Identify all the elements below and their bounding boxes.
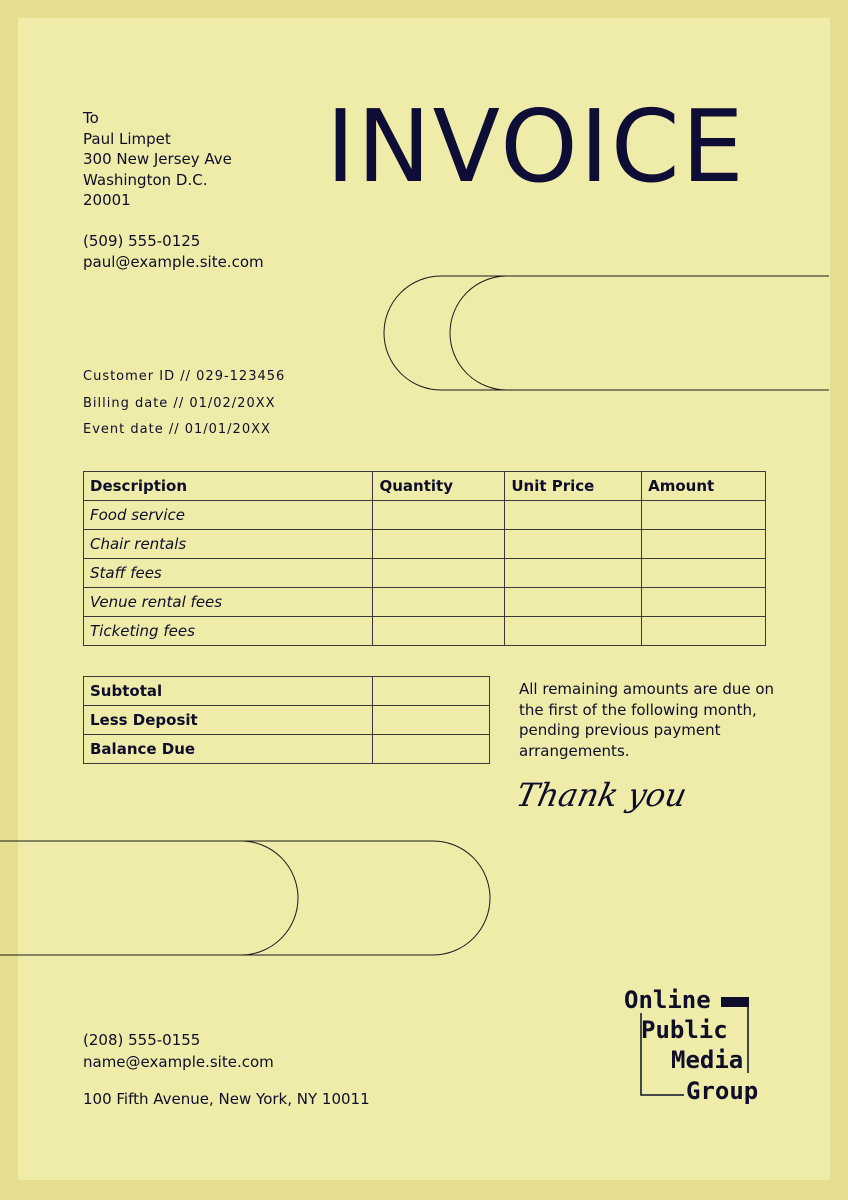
recipient-name: Paul Limpet <box>83 129 171 148</box>
balance-due-label: Balance Due <box>84 735 373 764</box>
table-row <box>84 530 766 559</box>
item-description: Venue rental fees <box>84 588 373 617</box>
table-header-row <box>84 472 766 501</box>
pill-shape-bottom-outer <box>0 841 490 955</box>
to-label: To <box>83 109 99 127</box>
header-quantity: Quantity <box>373 472 505 501</box>
line-items-table <box>83 471 766 646</box>
table-row <box>84 501 766 530</box>
table-row <box>84 617 766 646</box>
deposit-value <box>373 706 490 735</box>
pill-shape-top-inner <box>450 276 829 390</box>
recipient-phone: (509) 555-0125 <box>83 232 201 250</box>
item-description: Chair rentals <box>84 530 373 559</box>
sender-phone: (208) 555-0155 <box>83 1031 201 1049</box>
subtotal-value <box>373 677 490 706</box>
table-row <box>84 559 766 588</box>
table-row <box>84 588 766 617</box>
recipient-zip: 20001 <box>83 191 131 209</box>
item-amount <box>642 559 766 588</box>
logo-line-3: Media <box>671 1046 744 1074</box>
sender-contact <box>83 1030 274 1073</box>
item-amount <box>642 588 766 617</box>
header-unit-price: Unit Price <box>505 472 642 501</box>
item-quantity <box>373 501 505 530</box>
pill-shape-bottom-inner <box>0 841 298 955</box>
item-quantity <box>373 559 505 588</box>
logo-line-4: Group <box>686 1077 759 1105</box>
totals-row-deposit <box>84 706 490 735</box>
totals-row-subtotal <box>84 677 490 706</box>
subtotal-label: Subtotal <box>84 677 373 706</box>
item-description: Ticketing fees <box>84 617 373 646</box>
logo-line-1: Online <box>624 986 711 1014</box>
header-amount: Amount <box>642 472 766 501</box>
pill-shape-top-outer <box>384 276 829 390</box>
invoice-meta <box>83 364 285 444</box>
recipient-street: 300 New Jersey Ave <box>83 150 232 168</box>
item-quantity <box>373 530 505 559</box>
deposit-label: Less Deposit <box>84 706 373 735</box>
item-description: Staff fees <box>84 559 373 588</box>
item-unit-price <box>505 588 642 617</box>
item-amount <box>642 530 766 559</box>
recipient-city: Washington D.C. <box>83 170 208 189</box>
item-quantity <box>373 617 505 646</box>
item-unit-price <box>505 559 642 588</box>
sender-email: name@example.site.com <box>83 1052 274 1071</box>
event-date: Event date // 01/01/20XX <box>83 422 271 437</box>
logo-line-2: Public <box>641 1016 728 1044</box>
billing-date: Billing date // 01/02/20XX <box>83 395 276 411</box>
item-amount <box>642 617 766 646</box>
totals-table <box>83 676 490 764</box>
item-description: Food service <box>84 501 373 530</box>
company-logo <box>624 985 774 1110</box>
balance-due-value <box>373 735 490 764</box>
recipient-email: paul@example.site.com <box>83 253 264 271</box>
item-unit-price <box>505 530 642 559</box>
item-quantity <box>373 588 505 617</box>
payment-note: All remaining amounts are due on the first of the following month, pending previous payment arrangements. <box>519 680 775 760</box>
header-description: Description <box>84 472 373 501</box>
customer-id: Customer ID // 029-123456 <box>83 369 286 384</box>
item-amount <box>642 501 766 530</box>
sender-address: 100 Fifth Avenue, New York, NY 10011 <box>83 1090 370 1108</box>
invoice-title: INVOICE <box>326 88 746 205</box>
item-unit-price <box>505 617 642 646</box>
item-unit-price <box>505 501 642 530</box>
totals-row-balance <box>84 735 490 764</box>
thank-you-signature: Thank you <box>512 776 691 814</box>
